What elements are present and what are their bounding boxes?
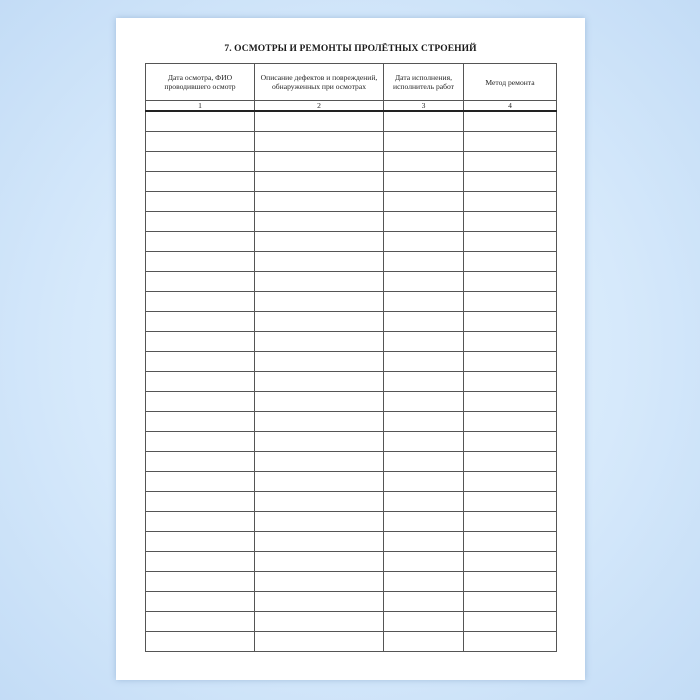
table-cell	[464, 132, 557, 152]
table-cell	[255, 332, 384, 352]
table-cell	[464, 212, 557, 232]
table-cell	[384, 592, 464, 612]
table-cell	[146, 512, 255, 532]
table-cell	[464, 292, 557, 312]
table-cell	[384, 392, 464, 412]
table-cell	[384, 532, 464, 552]
table-cell	[384, 132, 464, 152]
table-cell	[384, 632, 464, 652]
table-cell	[146, 332, 255, 352]
table-row	[146, 111, 557, 132]
table-row	[146, 432, 557, 452]
table-cell	[255, 252, 384, 272]
table-cell	[146, 292, 255, 312]
table-cell	[255, 492, 384, 512]
table-row	[146, 452, 557, 472]
table-row	[146, 172, 557, 192]
table-cell	[146, 312, 255, 332]
table-cell	[384, 312, 464, 332]
table-cell	[255, 212, 384, 232]
table-cell	[464, 472, 557, 492]
table-cell	[255, 272, 384, 292]
table-cell	[146, 372, 255, 392]
table-cell	[146, 392, 255, 412]
table-cell	[255, 172, 384, 192]
table-cell	[384, 612, 464, 632]
table-row	[146, 132, 557, 152]
table-row	[146, 232, 557, 252]
column-number: 3	[384, 101, 464, 112]
table-cell	[255, 111, 384, 132]
column-header-execution: Дата исполнения, исполнитель работ	[384, 64, 464, 101]
header-row	[146, 64, 557, 101]
column-header-date-inspector: Дата осмотра, ФИО проводившего осмотр	[146, 64, 255, 101]
table-cell	[384, 452, 464, 472]
table-cell	[146, 612, 255, 632]
document-page	[116, 18, 585, 680]
table-cell	[146, 572, 255, 592]
table-row	[146, 632, 557, 652]
table-cell	[384, 472, 464, 492]
table-row	[146, 192, 557, 212]
table-cell	[146, 352, 255, 372]
table-cell	[464, 332, 557, 352]
table-cell	[384, 292, 464, 312]
table-cell	[146, 412, 255, 432]
table-cell	[255, 632, 384, 652]
page-title: 7. ОСМОТРЫ И РЕМОНТЫ ПРОЛЁТНЫХ СТРОЕНИЙ	[224, 44, 477, 54]
table-cell	[146, 592, 255, 612]
table-row	[146, 472, 557, 492]
table-cell	[464, 492, 557, 512]
table-cell	[384, 252, 464, 272]
column-number: 1	[146, 101, 255, 112]
table-row	[146, 572, 557, 592]
table-cell	[384, 212, 464, 232]
table-row	[146, 332, 557, 352]
table-cell	[146, 432, 255, 452]
table-row	[146, 412, 557, 432]
table-cell	[146, 552, 255, 572]
table-cell	[384, 512, 464, 532]
table-cell	[255, 592, 384, 612]
table-row	[146, 592, 557, 612]
table-cell	[146, 232, 255, 252]
table-cell	[384, 432, 464, 452]
table-cell	[464, 272, 557, 292]
table-cell	[146, 272, 255, 292]
table-cell	[464, 232, 557, 252]
table-cell	[146, 212, 255, 232]
table-cell	[255, 292, 384, 312]
table-cell	[384, 412, 464, 432]
table-row	[146, 532, 557, 552]
table-cell	[146, 152, 255, 172]
column-number-row	[146, 101, 557, 112]
table-cell	[384, 272, 464, 292]
column-number: 2	[255, 101, 384, 112]
table-cell	[464, 532, 557, 552]
table-cell	[464, 252, 557, 272]
table-row	[146, 372, 557, 392]
column-header-repair-method: Метод ремонта	[464, 64, 557, 101]
table-row	[146, 352, 557, 372]
table-cell	[255, 472, 384, 492]
table-cell	[384, 111, 464, 132]
table-cell	[384, 152, 464, 172]
table-cell	[146, 472, 255, 492]
table-cell	[146, 172, 255, 192]
table-row	[146, 612, 557, 632]
table-cell	[464, 632, 557, 652]
table-cell	[464, 612, 557, 632]
inspection-table	[145, 63, 557, 652]
table-cell	[255, 232, 384, 252]
table-cell	[146, 492, 255, 512]
table-cell	[464, 512, 557, 532]
table-cell	[146, 132, 255, 152]
table-row	[146, 552, 557, 572]
table-cell	[384, 352, 464, 372]
table-row	[146, 252, 557, 272]
table-row	[146, 272, 557, 292]
table-cell	[464, 111, 557, 132]
table-row	[146, 512, 557, 532]
table-cell	[464, 412, 557, 432]
table-cell	[255, 572, 384, 592]
column-header-defects: Описание дефектов и повреждений, обнаруженных при осмотрах	[255, 64, 384, 101]
table-cell	[384, 572, 464, 592]
table-cell	[255, 152, 384, 172]
table-cell	[464, 312, 557, 332]
table-cell	[255, 192, 384, 212]
table-cell	[255, 132, 384, 152]
table-cell	[146, 192, 255, 212]
table-cell	[384, 332, 464, 352]
table-cell	[255, 532, 384, 552]
table-cell	[255, 312, 384, 332]
table-cell	[464, 572, 557, 592]
table-cell	[464, 372, 557, 392]
table-cell	[255, 612, 384, 632]
table-row	[146, 392, 557, 412]
table-cell	[255, 372, 384, 392]
table-cell	[464, 432, 557, 452]
table-row	[146, 292, 557, 312]
table-cell	[146, 252, 255, 272]
table-cell	[464, 352, 557, 372]
column-number: 4	[464, 101, 557, 112]
table-cell	[255, 412, 384, 432]
table-cell	[255, 552, 384, 572]
table-row	[146, 492, 557, 512]
table-cell	[146, 111, 255, 132]
table-cell	[464, 552, 557, 572]
table-cell	[384, 172, 464, 192]
table-cell	[384, 192, 464, 212]
table-row	[146, 312, 557, 332]
table-row	[146, 152, 557, 172]
table-cell	[384, 492, 464, 512]
table-cell	[255, 452, 384, 472]
table-cell	[464, 452, 557, 472]
table-cell	[464, 592, 557, 612]
table-cell	[255, 392, 384, 412]
table-cell	[255, 432, 384, 452]
table-cell	[464, 392, 557, 412]
table-cell	[464, 152, 557, 172]
table-cell	[255, 512, 384, 532]
table-cell	[384, 552, 464, 572]
table-cell	[384, 372, 464, 392]
table-cell	[384, 232, 464, 252]
table-cell	[146, 532, 255, 552]
table-cell	[464, 192, 557, 212]
table-cell	[146, 452, 255, 472]
table-cell	[255, 352, 384, 372]
table-row	[146, 212, 557, 232]
table-cell	[146, 632, 255, 652]
table-cell	[464, 172, 557, 192]
